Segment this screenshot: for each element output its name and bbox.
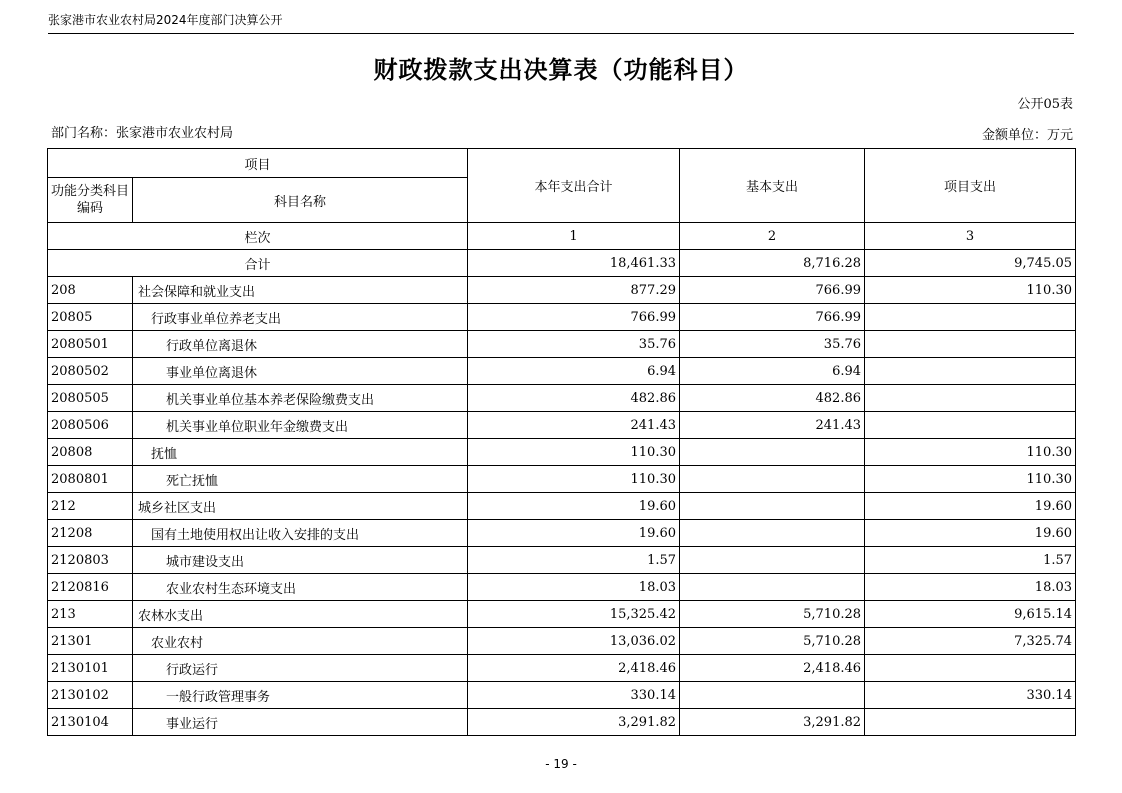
total-cell: 2,418.46 <box>468 655 680 682</box>
code-cell: 2080501 <box>48 331 133 358</box>
name-cell: 事业单位离退休 <box>133 358 468 385</box>
code-cell: 2130102 <box>48 682 133 709</box>
code-cell: 2120803 <box>48 547 133 574</box>
code-cell: 2130104 <box>48 709 133 736</box>
code-cell: 2120816 <box>48 574 133 601</box>
total-cell: 877.29 <box>468 277 680 304</box>
table-row <box>48 385 1076 412</box>
total-cell: 110.30 <box>468 439 680 466</box>
table-row <box>48 331 1076 358</box>
name-cell: 事业运行 <box>133 709 468 736</box>
total-cell: 35.76 <box>468 331 680 358</box>
table-row <box>48 304 1076 331</box>
basic-cell <box>680 547 865 574</box>
table-row <box>48 628 1076 655</box>
table-row <box>48 520 1076 547</box>
project-cell: 7,325.74 <box>865 628 1076 655</box>
total-column-header: 本年支出合计 <box>468 149 680 223</box>
name-cell: 一般行政管理事务 <box>133 682 468 709</box>
page-number: - 19 - <box>545 757 577 771</box>
table-row <box>48 439 1076 466</box>
department-label: 部门名称：张家港市农业农村局 <box>51 126 234 141</box>
name-cell: 机关事业单位基本养老保险缴费支出 <box>133 385 468 412</box>
code-cell: 208 <box>48 277 133 304</box>
project-cell: 19.60 <box>865 493 1076 520</box>
name-cell: 城乡社区支出 <box>133 493 468 520</box>
unit-label: 金额单位：万元 <box>981 128 1073 143</box>
basic-cell <box>680 574 865 601</box>
name-cell: 农业农村 <box>133 628 468 655</box>
table-row <box>48 277 1076 304</box>
basic-column-header: 基本支出 <box>680 149 865 223</box>
total-cell: 1.57 <box>468 547 680 574</box>
total-cell: 110.30 <box>468 466 680 493</box>
page-header-text: 张家港市农业农村局2024年度部门决算公开 <box>48 13 283 27</box>
index-1: 1 <box>468 223 680 250</box>
code-cell: 2080502 <box>48 358 133 385</box>
sum-total: 18,461.33 <box>468 250 680 277</box>
form-code: 公开05表 <box>1017 97 1073 112</box>
project-cell <box>865 304 1076 331</box>
project-cell: 18.03 <box>865 574 1076 601</box>
project-cell: 110.30 <box>865 439 1076 466</box>
total-cell: 13,036.02 <box>468 628 680 655</box>
code-column-header: 功能分类科目编码 <box>48 178 133 223</box>
name-cell: 行政单位离退休 <box>133 331 468 358</box>
table-row <box>48 709 1076 736</box>
table-row <box>48 682 1076 709</box>
project-cell <box>865 655 1076 682</box>
project-cell <box>865 385 1076 412</box>
sum-row <box>48 250 1076 277</box>
project-expense-column-header: 项目支出 <box>865 149 1076 223</box>
basic-cell: 3,291.82 <box>680 709 865 736</box>
index-row <box>48 223 1076 250</box>
basic-cell: 241.43 <box>680 412 865 439</box>
table-row <box>48 601 1076 628</box>
total-cell: 766.99 <box>468 304 680 331</box>
name-cell: 农业农村生态环境支出 <box>133 574 468 601</box>
name-cell: 社会保障和就业支出 <box>133 277 468 304</box>
expenditure-table <box>47 148 1076 736</box>
total-cell: 18.03 <box>468 574 680 601</box>
header-row-1 <box>48 149 1076 178</box>
total-cell: 330.14 <box>468 682 680 709</box>
name-cell: 行政运行 <box>133 655 468 682</box>
index-3: 3 <box>865 223 1076 250</box>
name-cell: 机关事业单位职业年金缴费支出 <box>133 412 468 439</box>
name-cell: 农林水支出 <box>133 601 468 628</box>
code-cell: 21301 <box>48 628 133 655</box>
code-cell: 2080801 <box>48 466 133 493</box>
table-row <box>48 547 1076 574</box>
name-cell: 抚恤 <box>133 439 468 466</box>
code-cell: 2080506 <box>48 412 133 439</box>
project-cell <box>865 358 1076 385</box>
total-cell: 241.43 <box>468 412 680 439</box>
project-header: 项目 <box>48 149 468 178</box>
sum-basic: 8,716.28 <box>680 250 865 277</box>
total-cell: 6.94 <box>468 358 680 385</box>
project-cell: 330.14 <box>865 682 1076 709</box>
page-header <box>48 11 1074 34</box>
total-cell: 15,325.42 <box>468 601 680 628</box>
project-cell: 19.60 <box>865 520 1076 547</box>
project-cell: 110.30 <box>865 277 1076 304</box>
total-cell: 19.60 <box>468 493 680 520</box>
project-cell: 1.57 <box>865 547 1076 574</box>
project-cell: 9,615.14 <box>865 601 1076 628</box>
total-cell: 19.60 <box>468 520 680 547</box>
table-row <box>48 574 1076 601</box>
total-cell: 3,291.82 <box>468 709 680 736</box>
table-row <box>48 493 1076 520</box>
basic-cell <box>680 682 865 709</box>
project-cell <box>865 412 1076 439</box>
table-row <box>48 466 1076 493</box>
table-row <box>48 655 1076 682</box>
basic-cell <box>680 466 865 493</box>
basic-cell: 6.94 <box>680 358 865 385</box>
basic-cell: 766.99 <box>680 277 865 304</box>
code-cell: 2130101 <box>48 655 133 682</box>
basic-cell: 35.76 <box>680 331 865 358</box>
sum-project: 9,745.05 <box>865 250 1076 277</box>
project-cell <box>865 709 1076 736</box>
code-cell: 213 <box>48 601 133 628</box>
project-cell: 110.30 <box>865 466 1076 493</box>
page-title: 财政拨款支出决算表（功能科目） <box>373 56 749 84</box>
basic-cell: 5,710.28 <box>680 601 865 628</box>
basic-cell: 2,418.46 <box>680 655 865 682</box>
index-2: 2 <box>680 223 865 250</box>
basic-cell: 482.86 <box>680 385 865 412</box>
name-cell: 国有土地使用权出让收入安排的支出 <box>133 520 468 547</box>
table-row <box>48 358 1076 385</box>
name-cell: 城市建设支出 <box>133 547 468 574</box>
basic-cell <box>680 520 865 547</box>
name-cell: 死亡抚恤 <box>133 466 468 493</box>
basic-cell: 766.99 <box>680 304 865 331</box>
name-cell: 行政事业单位养老支出 <box>133 304 468 331</box>
code-cell: 20808 <box>48 439 133 466</box>
basic-cell <box>680 439 865 466</box>
index-row-label: 栏次 <box>48 223 468 250</box>
code-cell: 212 <box>48 493 133 520</box>
code-cell: 21208 <box>48 520 133 547</box>
code-cell: 2080505 <box>48 385 133 412</box>
name-column-header: 科目名称 <box>133 178 468 223</box>
sum-label: 合计 <box>48 250 468 277</box>
code-cell: 20805 <box>48 304 133 331</box>
total-cell: 482.86 <box>468 385 680 412</box>
basic-cell <box>680 493 865 520</box>
project-cell <box>865 331 1076 358</box>
table-row <box>48 412 1076 439</box>
basic-cell: 5,710.28 <box>680 628 865 655</box>
